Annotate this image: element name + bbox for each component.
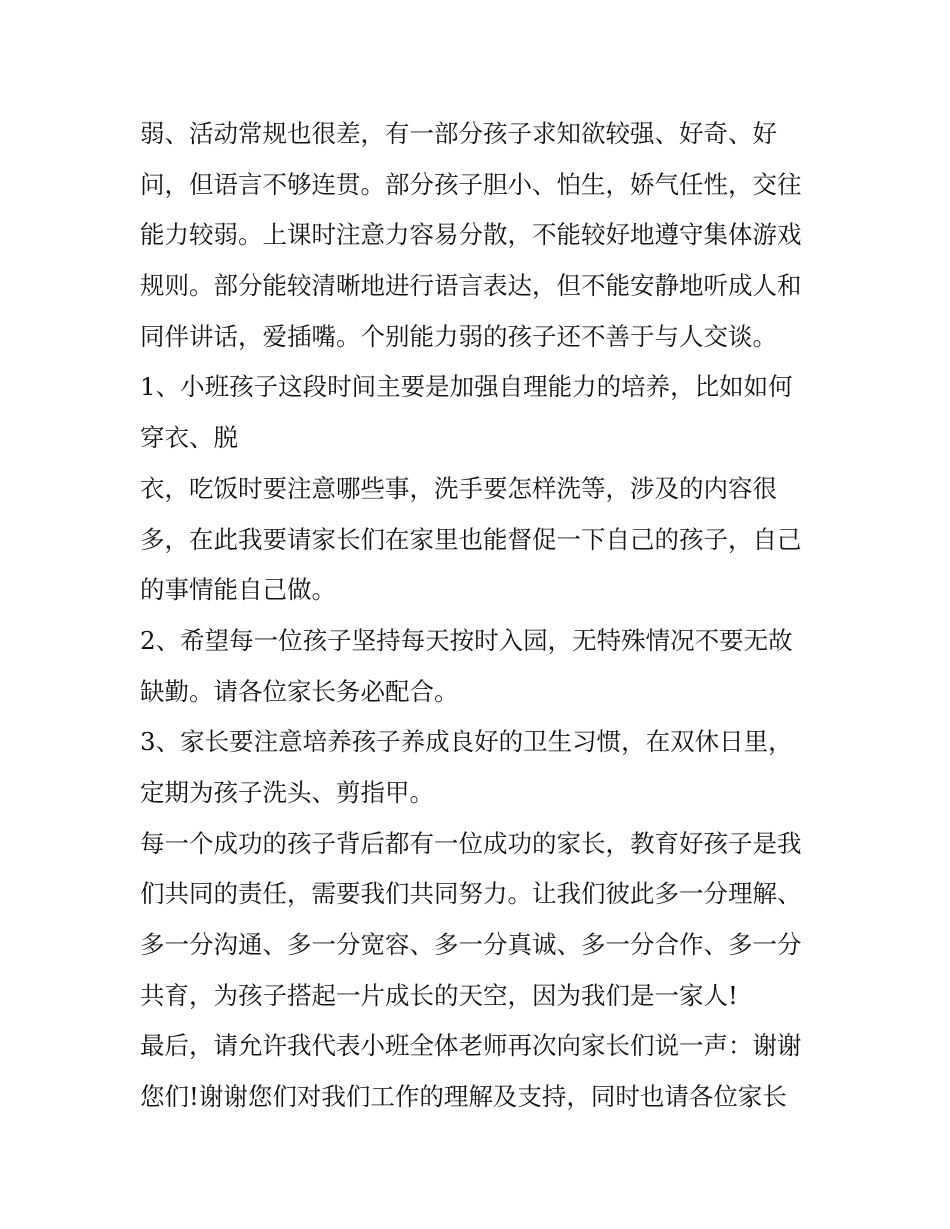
text-line-3: 能力较弱。上课时注意力容易分散，不能较好地遵守集体游戏 [140, 220, 802, 250]
text-line-16: 们共同的责任，需要我们共同努力。让我们彼此多一分理解、 [140, 879, 802, 909]
text-line-9: 多，在此我要请家长们在家里也能督促一下自己的孩子，自己 [140, 524, 802, 554]
text-line-19: 最后，请允许我代表小班全体老师再次向家长们说一声：谢谢 [140, 1031, 802, 1061]
text-line-11: 2、希望每一位孩子坚持每天按时入园，无特殊情况不要无故 [140, 625, 793, 655]
document-body [140, 109, 820, 1123]
text-line-8: 衣，吃饭时要注意哪些事，洗手要怎样洗等，涉及的内容很 [140, 473, 777, 503]
text-line-17: 多一分沟通、多一分宽容、多一分真诚、多一分合作、多一分 [140, 930, 802, 959]
text-line-14: 定期为孩子洗头、剪指甲。 [140, 777, 434, 807]
text-line-15: 每一个成功的孩子背后都有一位成功的家长，教育好孩子是我 [140, 828, 802, 858]
text-line-10: 的事情能自己做。 [140, 575, 336, 605]
text-line-12: 缺勤。请各位家长务必配合。 [140, 676, 459, 706]
text-line-1: 弱、活动常规也很差，有一部分孩子求知欲较强、好奇、好 [140, 119, 777, 148]
text-line-5: 同伴讲话，爱插嘴。个别能力弱的孩子还不善于与人交谈。 [140, 321, 777, 351]
text-line-13: 3、家长要注意培养孩子养成良好的卫生习惯，在双休日里， [140, 727, 793, 757]
text-line-18: 共育，为孩子搭起一片成长的天空，因为我们是一家人! [140, 980, 738, 1010]
text-line-6: 1、小班孩子这段时间主要是加强自理能力的培养，比如如何 [140, 372, 793, 402]
text-line-7: 穿衣、脱 [140, 423, 238, 453]
text-line-2: 问，但语言不够连贯。部分孩子胆小、怕生，娇气任性，交往 [140, 169, 802, 199]
text-line-20: 您们!谢谢您们对我们工作的理解及支持，同时也请各位家长 [140, 1082, 787, 1112]
text-line-4: 规则。部分能较清晰地进行语言表达，但不能安静地听成人和 [140, 271, 802, 301]
